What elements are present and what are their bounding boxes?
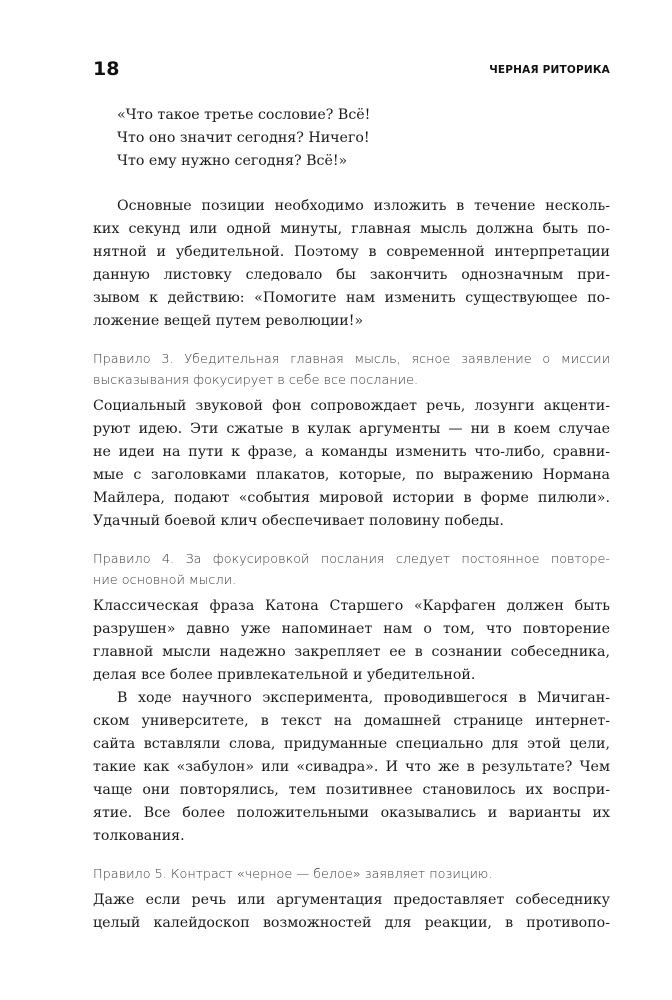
rule-line: Правило 3. Убедительная главная мысль, ясное заявление о миссии bbox=[93, 352, 610, 367]
text-line: главной мысли надежно закрепляет ее в сознании собеседника, bbox=[93, 644, 610, 660]
rule-line: высказывания фокусирует в себе все послание. bbox=[93, 373, 419, 388]
quote-block bbox=[117, 104, 610, 173]
text-line: ложение вещей путем революции!» bbox=[93, 313, 364, 329]
text-line: делая все более привлекательной и убедительной. bbox=[93, 667, 476, 683]
quote-line: Что ему нужно сегодня? Всё!» bbox=[117, 153, 348, 169]
text-line: нятной и убедительной. Поэтому в современной интерпретации bbox=[93, 244, 610, 260]
text-line: мые с заголовками плакатов, которые, по выражению Нормана bbox=[93, 467, 610, 483]
rule-line: Правило 4. За фокусировкой послания следует постоянное повторе- bbox=[93, 552, 610, 567]
rule-5 bbox=[93, 864, 610, 885]
page-header bbox=[93, 60, 610, 84]
rule-4 bbox=[93, 549, 610, 591]
quote-line: Что оно значит сегодня? Ничего! bbox=[117, 130, 370, 146]
text-line: Майлера, подают «события мировой истории в форме пилюли». bbox=[93, 490, 610, 506]
text-line: разрушен» давно уже напоминает нам о том, что повторение bbox=[93, 621, 610, 637]
paragraph bbox=[93, 687, 610, 848]
text-line: ском университете, в текст на домашней странице интернет- bbox=[93, 713, 610, 729]
text-line: Удачный боевой клич обеспечивает половину победы. bbox=[93, 513, 504, 529]
rule-line: ние основной мысли. bbox=[93, 573, 237, 588]
running-title: ЧЕРНАЯ РИТОРИКА bbox=[489, 64, 610, 76]
text-line: не идеи на пути к фразе, а команды изменить что-либо, сравни- bbox=[93, 444, 610, 460]
paragraph bbox=[93, 195, 610, 333]
text-line: такие как «забулон» или «сивадра». И что же в результате? Чем bbox=[93, 759, 610, 775]
text-line: данную листовку следовало бы закончить однозначным при- bbox=[93, 267, 610, 283]
text-line: Социальный звуковой фон сопровождает речь, лозунги акценти- bbox=[93, 398, 610, 414]
quote-line: «Что такое третье сословие? Всё! bbox=[117, 107, 371, 123]
paragraph bbox=[93, 395, 610, 533]
text-line: ких секунд или одной минуты, главная мысль должна быть по- bbox=[93, 221, 610, 237]
page-number: 18 bbox=[93, 58, 120, 80]
paragraph bbox=[93, 595, 610, 687]
text-line: В ходе научного эксперимента, проводившегося в Мичиган- bbox=[117, 690, 610, 706]
text-line: Даже если речь или аргументация предоставляет собеседнику bbox=[93, 892, 610, 908]
text-line: Классическая фраза Катона Старшего «Карфаген должен быть bbox=[93, 598, 610, 614]
text-line: руют идею. Эти сжатые в кулак аргументы — ни в коем случае bbox=[93, 421, 610, 437]
text-line: сайта вставляли слова, придуманные специально для этой цели, bbox=[93, 736, 610, 752]
rule-3 bbox=[93, 349, 610, 391]
text-line: целый калейдоскоп возможностей для реакции, в противопо- bbox=[93, 915, 610, 931]
page-content bbox=[93, 104, 610, 935]
text-line: ятие. Все более положительными оказывались и варианты их bbox=[93, 805, 610, 821]
text-line: чаще они повторялись, тем позитивнее становилось их воспри- bbox=[93, 782, 610, 798]
text-line: зывом к действию: «Помогите нам изменить существующее по- bbox=[93, 290, 610, 306]
text-line: Основные позиции необходимо изложить в течение несколь- bbox=[117, 198, 610, 214]
text-line: толкования. bbox=[93, 828, 185, 844]
rule-line: Правило 5. Контраст «черное — белое» заявляет позицию. bbox=[93, 867, 493, 882]
paragraph bbox=[93, 889, 610, 935]
